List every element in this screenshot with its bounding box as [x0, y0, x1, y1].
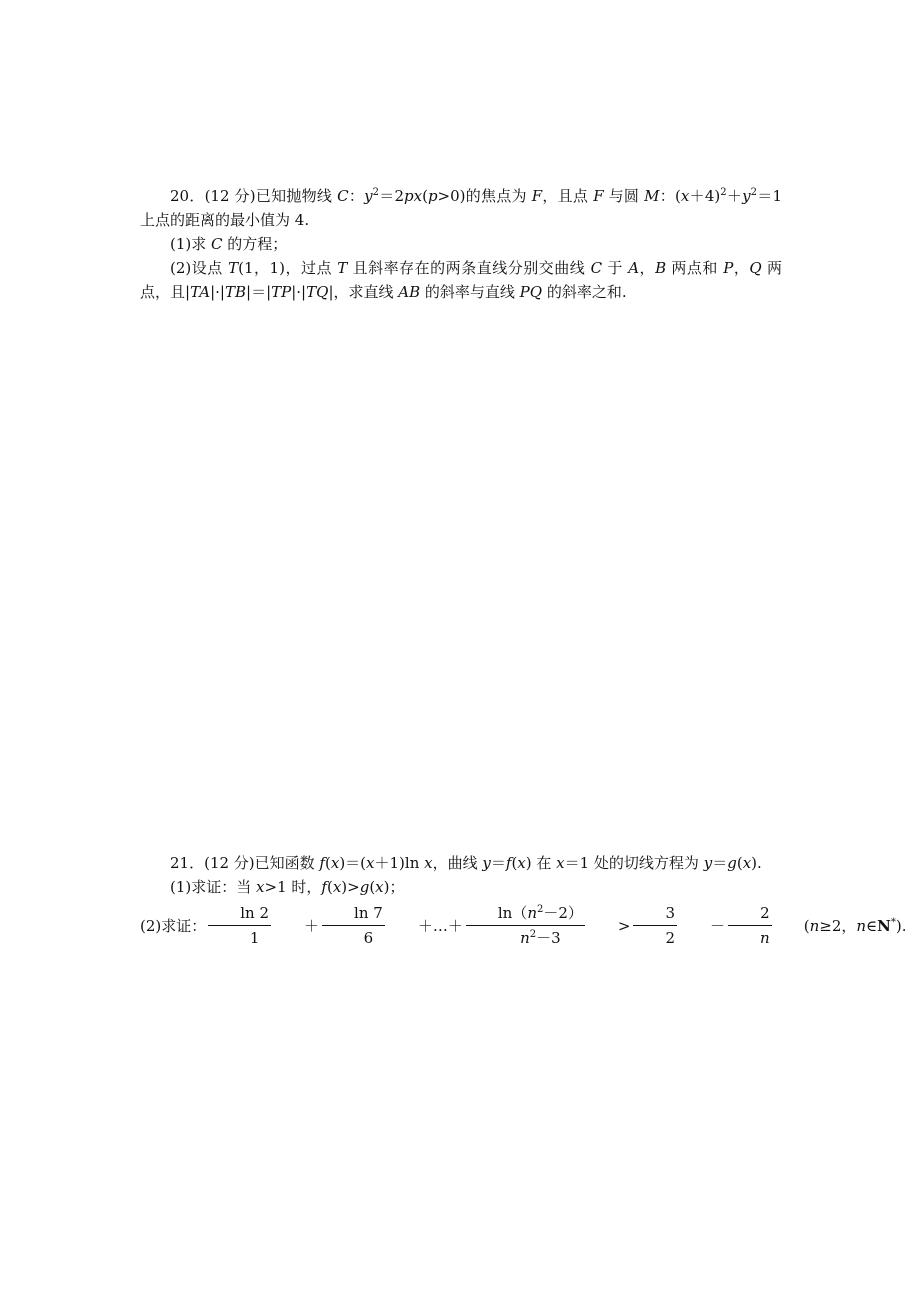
text: ≥2， [819, 916, 857, 935]
text: ln（ [497, 904, 528, 922]
math-var: g [359, 878, 370, 896]
math-var: f [505, 854, 512, 872]
math-var: T [228, 259, 239, 277]
text: |，求直线 [328, 283, 399, 301]
math-var: x [366, 854, 375, 872]
math-var: x [256, 878, 265, 896]
math-var: AB [398, 283, 421, 301]
math-var: TA [190, 283, 211, 301]
text: ). [751, 854, 762, 872]
problem-21-part-1 [140, 875, 782, 899]
text: (1)求证：当 [170, 878, 257, 896]
text: 的方程； [222, 235, 288, 253]
math-var: x [517, 854, 526, 872]
text: |＝| [246, 283, 272, 301]
text: 21．(12 分)已知函数 [170, 854, 320, 872]
math-var: x [424, 854, 433, 872]
text: ＋1)ln [374, 854, 425, 872]
fraction-denominator: 2 [633, 925, 677, 948]
text: ＝2 [378, 187, 405, 205]
text: ( [803, 916, 810, 935]
fraction-numerator: 2 [760, 904, 770, 922]
math-var: n [527, 904, 537, 922]
math-var: F [593, 187, 604, 205]
text: >1 时， [264, 878, 322, 896]
math-var: n [856, 916, 867, 935]
text: ： [348, 187, 365, 205]
math-var: x [680, 187, 690, 205]
math-var: A [628, 259, 640, 277]
problem-20 [140, 184, 782, 304]
math-var: x [375, 878, 384, 896]
fraction-numerator [466, 903, 585, 925]
math-var: TP [271, 283, 292, 301]
text: 的斜率之和. [542, 283, 627, 301]
fraction-numerator: ln 7 [354, 904, 383, 922]
text: ， [639, 259, 656, 277]
text: 两点，且| [140, 259, 782, 301]
math-var: y [703, 854, 713, 872]
problem-20-statement [140, 184, 782, 232]
text: －2） [543, 904, 583, 922]
text: )＝( [339, 854, 367, 872]
text: ＝ [712, 854, 728, 872]
fraction-ln2-over-1 [208, 903, 271, 948]
math-var: x [330, 854, 340, 872]
math-var: M [644, 187, 660, 205]
math-var: p [427, 187, 438, 205]
fraction-2-over-n [728, 903, 772, 948]
math-var: y [482, 854, 491, 872]
math-var: TB [224, 283, 247, 301]
text: ＋ [726, 187, 743, 205]
fraction-denominator: 6 [322, 925, 385, 948]
math-var: f [321, 878, 327, 896]
text: 的斜率与直线 [420, 283, 520, 301]
text: ). [895, 916, 907, 935]
text: ) 在 [525, 854, 557, 872]
text: |·| [291, 283, 307, 301]
superscript: 2 [536, 904, 544, 915]
fraction-general-term [466, 903, 585, 948]
text: (1)求 [170, 235, 212, 253]
text: ＝1 上点的距离的最小值为 4. [140, 187, 782, 229]
text: (2)设点 [170, 259, 229, 277]
text: ∈ [866, 916, 878, 935]
math-var: Q [749, 259, 762, 277]
superscript: 2 [750, 187, 757, 198]
math-var: PQ [519, 283, 543, 301]
math-var: y [364, 187, 373, 205]
fraction-3-over-2 [633, 903, 677, 948]
superscript: 2 [720, 187, 727, 198]
problem-21-statement [140, 851, 782, 875]
fraction-denominator [466, 925, 585, 948]
text: (1，1)，过点 [238, 259, 338, 277]
math-var: x [742, 854, 752, 872]
operator: － [710, 916, 726, 935]
math-var: P [723, 259, 734, 277]
superscript: 2 [529, 929, 537, 940]
superscript: * [890, 916, 896, 928]
text: ， [733, 259, 750, 277]
text: ( [422, 187, 428, 205]
math-var: C [211, 235, 223, 253]
problem-20-part-2 [140, 256, 782, 304]
math-var: x [556, 854, 565, 872]
problem-21-part-2 [140, 903, 907, 948]
math-var: g [727, 854, 737, 872]
text: ( [324, 854, 331, 872]
text: 与圆 [603, 187, 645, 205]
math-var: n [809, 916, 820, 935]
math-var: f [319, 854, 325, 872]
text: 两点和 [666, 259, 724, 277]
superscript: 2 [372, 187, 379, 198]
math-var: C [337, 187, 349, 205]
text: ( [511, 854, 518, 872]
text: )> [341, 878, 360, 896]
math-var: x [332, 878, 342, 896]
text: ( [736, 854, 743, 872]
text: ( [369, 878, 376, 896]
operator: ＋…＋ [417, 916, 463, 935]
text: ，且点 [542, 187, 594, 205]
text: 20．(12 分)已知抛物线 [170, 187, 338, 205]
text: (2)求证： [140, 916, 207, 935]
math-var: T [337, 259, 348, 277]
text: >0)的焦点为 [437, 187, 532, 205]
text: ＝ [490, 854, 506, 872]
text: )； [383, 878, 405, 896]
text: ＋4) [689, 187, 721, 205]
fraction-numerator: 3 [665, 904, 676, 922]
fraction-numerator: ln 2 [240, 904, 270, 922]
text: |·| [210, 283, 225, 301]
text: 且斜率存在的两条直线分别交曲线 [347, 259, 591, 277]
fraction-denominator: 1 [208, 925, 271, 948]
text: 于 [602, 259, 629, 277]
operator: > [617, 916, 631, 935]
problem-21 [140, 851, 907, 948]
operator: ＋ [304, 916, 320, 935]
problem-20-part-1 [140, 232, 782, 256]
text: ＝1 处的切线方程为 [564, 854, 704, 872]
fraction-denominator: n [728, 925, 772, 948]
math-set: N [877, 916, 891, 935]
math-var: n [520, 929, 530, 947]
math-var: B [655, 259, 667, 277]
math-var: y [742, 187, 751, 205]
math-var: F [531, 187, 543, 205]
text: ( [326, 878, 333, 896]
math-var: TQ [306, 283, 329, 301]
fraction-ln7-over-6 [322, 903, 385, 948]
text: ：( [659, 187, 681, 205]
text: ，曲线 [432, 854, 483, 872]
text: －3 [536, 929, 561, 947]
math-var: px [404, 187, 423, 205]
math-var: C [590, 259, 603, 277]
condition [774, 914, 907, 938]
